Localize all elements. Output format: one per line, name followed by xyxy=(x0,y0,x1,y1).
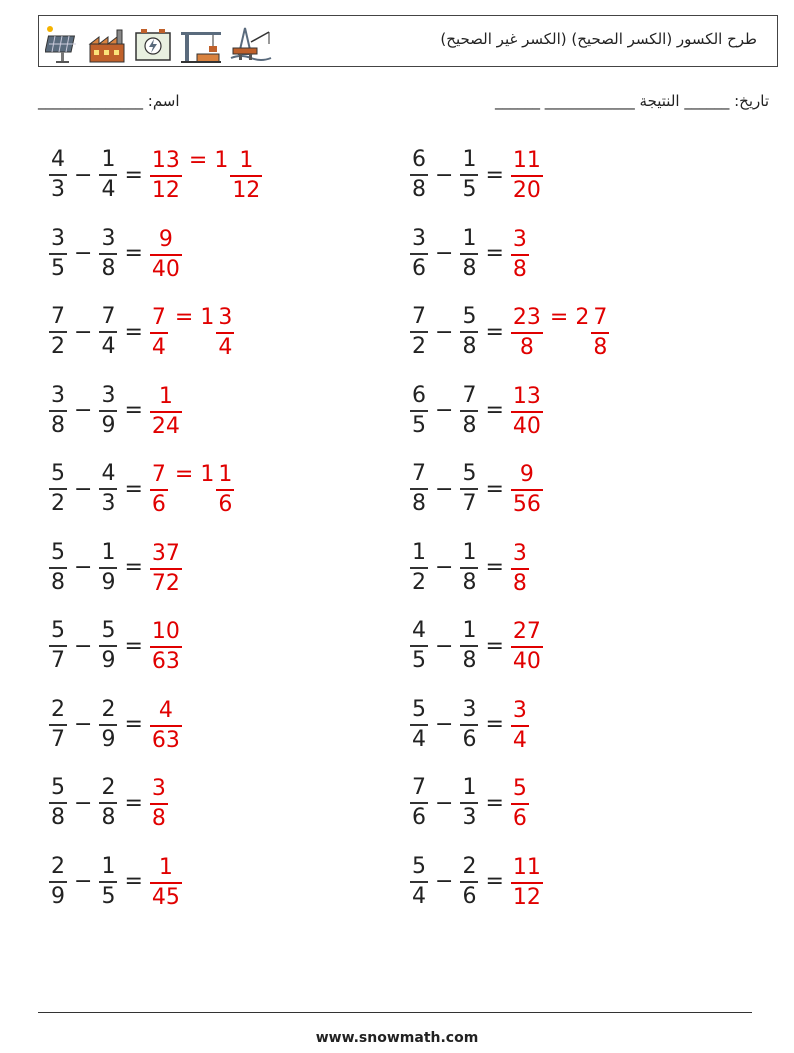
denominator: 63 xyxy=(151,727,180,753)
equals-sign: = xyxy=(485,398,504,423)
numerator: 3 xyxy=(512,540,527,566)
denominator: 4 xyxy=(412,883,426,909)
denominator: 6 xyxy=(218,492,233,517)
answer-fraction xyxy=(511,226,529,282)
answer xyxy=(148,698,184,752)
minuend-fraction xyxy=(49,853,67,909)
denominator: 3 xyxy=(51,177,65,202)
numerator: 1 xyxy=(101,147,116,172)
numerator: 3 xyxy=(512,697,527,723)
denominator: 8 xyxy=(101,805,116,830)
minus-sign: − xyxy=(435,162,454,188)
numerator: 7 xyxy=(593,305,608,330)
equals-sign: = xyxy=(124,319,143,345)
answer xyxy=(509,619,545,673)
minuend-fraction xyxy=(49,539,67,595)
subtrahend-fraction xyxy=(99,620,117,672)
denominator: 72 xyxy=(151,570,180,596)
subtrahend-fraction xyxy=(99,463,117,515)
numerator: 2 xyxy=(462,853,477,879)
denominator: 5 xyxy=(51,255,65,281)
numerator: 5 xyxy=(101,618,116,643)
answer-fraction xyxy=(150,307,168,359)
subtrahend-fraction xyxy=(460,149,478,201)
numerator: 1 xyxy=(462,775,477,800)
equals-sign: = xyxy=(124,869,143,894)
answer xyxy=(148,855,184,909)
problem-item xyxy=(408,538,531,598)
problem-item xyxy=(408,616,545,676)
worksheet-header xyxy=(38,15,778,67)
denominator: 8 xyxy=(101,255,116,281)
numerator: 1 xyxy=(158,383,173,409)
numerator: 3 xyxy=(151,776,166,801)
answer xyxy=(509,776,531,830)
answer-fraction xyxy=(150,697,182,753)
date-score-field: تاريخ: ______ النتيجة ____________ ______ xyxy=(494,92,769,110)
denominator: 9 xyxy=(101,412,116,438)
answer xyxy=(148,148,264,202)
denominator: 40 xyxy=(512,649,541,674)
equals-sign: = xyxy=(124,790,143,816)
equals-sign: = xyxy=(485,162,504,188)
minus-sign: − xyxy=(435,869,454,894)
numerator: 11 xyxy=(512,148,541,173)
minus-sign: − xyxy=(74,319,93,345)
answer xyxy=(148,462,236,516)
problem-item xyxy=(408,852,545,912)
numerator: 5 xyxy=(512,776,527,801)
problem-item xyxy=(47,145,264,205)
subtrahend-fraction xyxy=(99,777,117,829)
denominator: 12 xyxy=(232,178,261,203)
subtrahend-fraction xyxy=(460,777,478,829)
equals-sign: = xyxy=(485,869,504,894)
equals-sign: = xyxy=(174,305,194,330)
numerator: 5 xyxy=(51,618,65,643)
denominator: 3 xyxy=(462,805,477,830)
minuend-fraction xyxy=(410,225,428,281)
problem-item xyxy=(47,616,184,676)
numerator: 5 xyxy=(462,461,477,486)
answer-fraction xyxy=(511,621,543,673)
subtrahend-fraction xyxy=(460,696,478,752)
numerator: 5 xyxy=(51,539,65,565)
name-field: اسم: ______________ xyxy=(38,92,180,110)
answer xyxy=(509,227,531,281)
numerator: 1 xyxy=(462,539,477,565)
subtrahend-fraction xyxy=(460,620,478,672)
answer-fraction xyxy=(150,383,182,439)
subtrahend-fraction xyxy=(99,382,117,438)
minus-sign: − xyxy=(74,555,93,580)
problem-item xyxy=(47,538,184,598)
denominator: 5 xyxy=(462,177,477,202)
equals-sign: = xyxy=(485,633,504,659)
denominator: 24 xyxy=(151,413,180,439)
mixed-whole: 2 xyxy=(575,305,590,330)
minus-sign: − xyxy=(435,790,454,816)
oil-rig-icon xyxy=(229,24,273,64)
equals-sign: = xyxy=(124,555,143,580)
numerator: 7 xyxy=(462,382,477,408)
denominator: 2 xyxy=(412,569,426,595)
denominator: 5 xyxy=(101,883,116,909)
answer xyxy=(509,855,545,909)
denominator: 6 xyxy=(412,805,426,830)
denominator: 4 xyxy=(101,334,116,359)
equals-sign: = xyxy=(485,555,504,580)
minuend-fraction xyxy=(49,777,67,829)
numerator: 1 xyxy=(239,148,254,173)
numerator: 6 xyxy=(412,382,426,408)
answer xyxy=(148,384,184,438)
minus-sign: − xyxy=(74,476,93,502)
numerator: 3 xyxy=(101,225,116,251)
numerator: 2 xyxy=(101,696,116,722)
problem-item xyxy=(408,773,531,833)
subtrahend-fraction xyxy=(99,539,117,595)
answer-fraction xyxy=(150,854,182,910)
answer-fraction xyxy=(511,697,529,753)
minus-sign: − xyxy=(74,633,93,659)
minuend-fraction xyxy=(410,463,428,515)
numerator: 4 xyxy=(158,697,173,723)
answer xyxy=(148,305,236,359)
solar-panel-icon xyxy=(45,24,81,64)
numerator: 5 xyxy=(462,304,477,329)
denominator: 9 xyxy=(101,726,116,752)
mixed-fraction xyxy=(216,464,234,516)
answer-fraction xyxy=(150,464,168,516)
numerator: 4 xyxy=(101,461,116,486)
answer-fraction xyxy=(511,383,543,439)
minuend-fraction xyxy=(410,539,428,595)
answer-fraction xyxy=(150,150,182,202)
subtrahend-fraction xyxy=(99,306,117,358)
minus-sign: − xyxy=(435,319,454,345)
footer-divider xyxy=(38,1012,752,1013)
denominator: 8 xyxy=(593,335,608,360)
numerator: 23 xyxy=(512,305,541,330)
numerator: 4 xyxy=(412,618,426,643)
answer xyxy=(148,541,184,595)
denominator: 8 xyxy=(51,569,65,595)
numerator: 2 xyxy=(51,696,65,722)
denominator: 7 xyxy=(51,648,65,673)
minus-sign: − xyxy=(435,633,454,659)
numerator: 7 xyxy=(151,305,166,330)
denominator: 8 xyxy=(412,491,426,516)
denominator: 8 xyxy=(462,255,477,281)
equals-sign: = xyxy=(174,462,194,487)
numerator: 5 xyxy=(51,775,65,800)
equals-sign: = xyxy=(485,319,504,345)
answer-fraction xyxy=(150,778,168,830)
denominator: 40 xyxy=(151,256,180,282)
denominator: 8 xyxy=(512,570,527,596)
denominator: 8 xyxy=(412,177,426,202)
denominator: 9 xyxy=(101,569,116,595)
numerator: 3 xyxy=(101,382,116,408)
denominator: 40 xyxy=(512,413,541,439)
numerator: 1 xyxy=(462,618,477,643)
minuend-fraction xyxy=(410,620,428,672)
numerator: 37 xyxy=(151,540,180,566)
equals-sign: = xyxy=(124,241,143,266)
denominator: 12 xyxy=(151,178,180,203)
minus-sign: − xyxy=(435,712,454,737)
minus-sign: − xyxy=(74,790,93,816)
problem-item xyxy=(408,695,531,755)
minuend-fraction xyxy=(49,225,67,281)
equals-sign: = xyxy=(485,241,504,266)
minuend-fraction xyxy=(410,306,428,358)
denominator: 2 xyxy=(51,491,65,516)
minuend-fraction xyxy=(410,149,428,201)
numerator: 3 xyxy=(51,382,65,408)
denominator: 4 xyxy=(218,335,233,360)
minus-sign: − xyxy=(435,398,454,423)
numerator: 6 xyxy=(412,147,426,172)
numerator: 9 xyxy=(158,226,173,252)
answer xyxy=(509,462,545,516)
numerator: 7 xyxy=(412,304,426,329)
minus-sign: − xyxy=(435,555,454,580)
mixed-fraction xyxy=(230,150,262,202)
numerator: 3 xyxy=(512,226,527,252)
answer xyxy=(148,776,170,830)
minus-sign: − xyxy=(74,162,93,188)
numerator: 7 xyxy=(51,304,65,329)
numerator: 1 xyxy=(101,539,116,565)
equals-sign: = xyxy=(188,148,208,173)
mixed-whole: 1 xyxy=(200,305,215,330)
minuend-fraction xyxy=(410,853,428,909)
numerator: 3 xyxy=(51,225,65,251)
footer-url: www.snowmath.com xyxy=(315,1030,479,1046)
answer-fraction xyxy=(511,778,529,830)
equals-sign: = xyxy=(124,476,143,502)
minuend-fraction xyxy=(410,696,428,752)
mixed-fraction xyxy=(216,307,234,359)
denominator: 5 xyxy=(412,412,426,438)
numerator: 27 xyxy=(512,619,541,644)
answer-fraction xyxy=(511,854,543,910)
minuend-fraction xyxy=(49,382,67,438)
subtrahend-fraction xyxy=(460,306,478,358)
denominator: 4 xyxy=(412,726,426,752)
subtrahend-fraction xyxy=(460,853,478,909)
denominator: 8 xyxy=(519,335,534,360)
numerator: 3 xyxy=(218,305,233,330)
denominator: 6 xyxy=(151,492,166,517)
denominator: 8 xyxy=(512,256,527,282)
minuend-fraction xyxy=(49,463,67,515)
numerator: 7 xyxy=(412,775,426,800)
minus-sign: − xyxy=(74,869,93,894)
denominator: 4 xyxy=(101,177,116,202)
denominator: 7 xyxy=(51,726,65,752)
problem-item xyxy=(47,302,236,362)
mixed-fraction xyxy=(591,307,609,359)
denominator: 20 xyxy=(512,178,541,203)
denominator: 8 xyxy=(462,412,477,438)
answer xyxy=(148,619,184,673)
equals-sign: = xyxy=(485,790,504,816)
problem-item xyxy=(408,224,531,284)
numerator: 4 xyxy=(51,147,65,172)
mixed-whole: 1 xyxy=(200,462,215,487)
answer xyxy=(509,148,545,202)
subtrahend-fraction xyxy=(460,463,478,515)
equals-sign: = xyxy=(124,398,143,423)
answer xyxy=(509,541,531,595)
equals-sign: = xyxy=(124,633,143,659)
subtrahend-fraction xyxy=(460,225,478,281)
minus-sign: − xyxy=(74,241,93,266)
answer-fraction xyxy=(511,150,543,202)
denominator: 8 xyxy=(51,805,65,830)
subtrahend-fraction xyxy=(99,225,117,281)
denominator: 6 xyxy=(512,806,527,831)
subtrahend-fraction xyxy=(460,382,478,438)
answer xyxy=(148,227,184,281)
numerator: 3 xyxy=(462,696,477,722)
minus-sign: − xyxy=(74,712,93,737)
numerator: 7 xyxy=(412,461,426,486)
answer-fraction xyxy=(150,621,182,673)
numerator: 1 xyxy=(158,854,173,880)
problem-item xyxy=(408,381,545,441)
denominator: 7 xyxy=(462,491,477,516)
minus-sign: − xyxy=(74,398,93,423)
denominator: 9 xyxy=(101,648,116,673)
subtrahend-fraction xyxy=(99,853,117,909)
denominator: 6 xyxy=(462,726,477,752)
problem-item xyxy=(47,773,170,833)
header-icons xyxy=(45,20,273,64)
equals-sign: = xyxy=(549,305,569,330)
numerator: 5 xyxy=(412,853,426,879)
numerator: 9 xyxy=(519,462,534,487)
minuend-fraction xyxy=(49,149,67,201)
numerator: 1 xyxy=(218,462,233,487)
answer-fraction xyxy=(150,226,182,282)
problem-item xyxy=(47,852,184,912)
answer xyxy=(509,305,611,359)
answer-fraction xyxy=(511,307,543,359)
numerator: 1 xyxy=(412,539,426,565)
denominator: 2 xyxy=(51,334,65,359)
answer-fraction xyxy=(511,540,529,596)
minuend-fraction xyxy=(410,382,428,438)
numerator: 2 xyxy=(51,853,65,879)
crane-icon xyxy=(179,24,223,64)
numerator: 1 xyxy=(462,225,477,251)
subtrahend-fraction xyxy=(99,149,117,201)
numerator: 3 xyxy=(412,225,426,251)
answer-fraction xyxy=(150,540,182,596)
problem-item xyxy=(408,302,611,362)
denominator: 4 xyxy=(151,335,166,360)
numerator: 13 xyxy=(512,383,541,409)
denominator: 4 xyxy=(512,727,527,753)
denominator: 8 xyxy=(51,412,65,438)
subtrahend-fraction xyxy=(99,696,117,752)
numerator: 2 xyxy=(101,775,116,800)
denominator: 2 xyxy=(412,334,426,359)
problem-item xyxy=(47,459,236,519)
minus-sign: − xyxy=(435,476,454,502)
answer-fraction xyxy=(511,464,543,516)
denominator: 56 xyxy=(512,492,541,517)
denominator: 45 xyxy=(151,884,180,910)
denominator: 6 xyxy=(462,883,477,909)
numerator: 5 xyxy=(412,696,426,722)
problem-item xyxy=(47,224,184,284)
minuend-fraction xyxy=(49,696,67,752)
numerator: 5 xyxy=(51,461,65,486)
denominator: 9 xyxy=(51,883,65,909)
minuend-fraction xyxy=(49,620,67,672)
factory-icon xyxy=(87,24,127,64)
numerator: 13 xyxy=(151,148,180,173)
denominator: 8 xyxy=(462,334,477,359)
battery-icon xyxy=(133,24,173,64)
answer xyxy=(509,698,531,752)
equals-sign: = xyxy=(124,162,143,188)
minuend-fraction xyxy=(49,306,67,358)
minuend-fraction xyxy=(410,777,428,829)
numerator: 10 xyxy=(151,619,180,644)
equals-sign: = xyxy=(124,712,143,737)
numerator: 7 xyxy=(101,304,116,329)
denominator: 3 xyxy=(101,491,116,516)
numerator: 7 xyxy=(151,462,166,487)
denominator: 5 xyxy=(412,648,426,673)
subtrahend-fraction xyxy=(460,539,478,595)
denominator: 8 xyxy=(462,648,477,673)
equals-sign: = xyxy=(485,476,504,502)
answer xyxy=(509,384,545,438)
numerator: 1 xyxy=(101,853,116,879)
problem-item xyxy=(47,381,184,441)
denominator: 6 xyxy=(412,255,426,281)
denominator: 8 xyxy=(462,569,477,595)
problem-item xyxy=(47,695,184,755)
minus-sign: − xyxy=(435,241,454,266)
problem-item xyxy=(408,145,545,205)
numerator: 1 xyxy=(462,147,477,172)
numerator: 11 xyxy=(512,854,541,880)
equals-sign: = xyxy=(485,712,504,737)
mixed-whole: 1 xyxy=(214,148,229,173)
denominator: 8 xyxy=(151,806,166,831)
denominator: 12 xyxy=(512,884,541,910)
problem-item xyxy=(408,459,545,519)
denominator: 63 xyxy=(151,649,180,674)
worksheet-title: طرح الكسور (الكسر الصحيح) (الكسر غير الصحيح) xyxy=(440,30,757,48)
